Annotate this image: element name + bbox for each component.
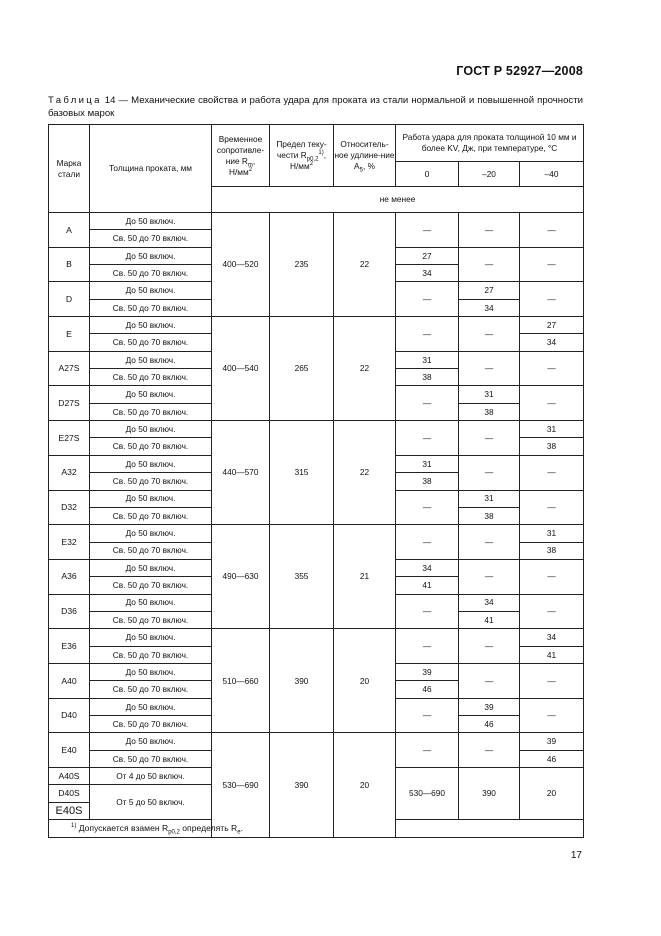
thickness-cell: Св. 50 до 70 включ. xyxy=(90,299,212,316)
impact-cell-kv0: 31 xyxy=(396,351,459,368)
grade-cell: D32 xyxy=(49,490,90,525)
impact-cell-kv40: 34 xyxy=(520,629,584,646)
header-grade: Марка стали xyxy=(49,125,90,213)
elongation-cell: 20 xyxy=(334,629,396,733)
grade-cell: E xyxy=(49,317,90,352)
impact-cell-kv20: — xyxy=(459,525,520,560)
thickness-cell: До 50 включ. xyxy=(90,386,212,403)
footnote-mark: 1) xyxy=(71,823,77,830)
grade-cell: A36 xyxy=(49,559,90,594)
impact-cell-kv20: 34 xyxy=(459,299,520,316)
thickness-cell: Св. 50 до 70 включ. xyxy=(90,403,212,420)
impact-cell-kv0: — xyxy=(396,421,459,456)
impact-cell-kv0: — xyxy=(396,490,459,525)
thickness-cell: Св. 50 до 70 включ. xyxy=(90,334,212,351)
grade-cell: A27S xyxy=(49,351,90,386)
impact-cell-kv0: — xyxy=(396,594,459,629)
impact-cell-kv0: — xyxy=(396,629,459,664)
header-temp-m40: –40 xyxy=(520,162,584,187)
impact-cell-kv20: — xyxy=(459,455,520,490)
thickness-cell: До 50 включ. xyxy=(90,733,212,750)
impact-cell-kv20: — xyxy=(459,733,520,768)
impact-cell-kv0: 31 xyxy=(396,455,459,472)
thickness-cell: До 50 включ. xyxy=(90,698,212,715)
grade-cell: D27S xyxy=(49,386,90,421)
impact-cell-kv20: — xyxy=(459,247,520,282)
grade-cell: D36 xyxy=(49,594,90,629)
impact-cell-kv40: — xyxy=(520,663,584,698)
yield-cell: 235 xyxy=(270,213,334,317)
thickness-cell: До 50 включ. xyxy=(90,317,212,334)
impact-cell-kv0: 38 xyxy=(396,369,459,386)
header-not-less: не менее xyxy=(212,187,584,213)
header-yield: Предел теку-чести $R_{p0,2}^{1)}$, $Н/мм^2$ xyxy=(270,125,334,187)
thickness-cell: Св. 50 до 70 включ. xyxy=(90,542,212,559)
impact-cell-kv40: — xyxy=(520,247,584,282)
tensile-cell: 490—630 xyxy=(212,525,270,629)
table-row xyxy=(49,317,584,334)
impact-cell-kv20: 31 xyxy=(459,386,520,403)
header-impact: Работа удара для проката толщиной 10 мм и более KV, Дж, при температуре, °С xyxy=(396,125,584,162)
impact-cell-kv0: 39 xyxy=(396,663,459,680)
thickness-cell: До 50 включ. xyxy=(90,282,212,299)
tensile-cell: 510—660 xyxy=(212,629,270,733)
thickness-cell: Св. 50 до 70 включ. xyxy=(90,230,212,247)
yield-cell: 390 xyxy=(270,629,334,733)
impact-cell-kv0: — xyxy=(396,317,459,352)
grade-cell: A xyxy=(49,213,90,248)
impact-cell-kv0: — xyxy=(396,213,459,248)
tensile-cell: 530—690 xyxy=(212,733,270,838)
impact-cell-kv20: 38 xyxy=(459,507,520,524)
impact-cell-kv40: — xyxy=(520,455,584,490)
table-row xyxy=(49,213,584,230)
impact-cell-kv40: 31 xyxy=(520,525,584,542)
grade-cell: D xyxy=(49,282,90,317)
impact-cell-kv20: 27 xyxy=(459,282,520,299)
thickness-cell: Св. 50 до 70 включ. xyxy=(90,715,212,732)
standard-header: ГОСТ Р 52927—2008 xyxy=(456,64,583,78)
impact-cell-kv0: — xyxy=(396,282,459,317)
properties-table xyxy=(48,124,584,838)
thickness-cell: До 50 включ. xyxy=(90,525,212,542)
thickness-cell: До 50 включ. xyxy=(90,421,212,438)
table-row xyxy=(49,629,584,646)
footnote xyxy=(49,820,584,838)
thickness-cell: Св. 50 до 70 включ. xyxy=(90,507,212,524)
impact-cell-kv20: — xyxy=(459,629,520,664)
yield-cell: 355 xyxy=(270,525,334,629)
yield-cell: 390 xyxy=(270,733,334,838)
elongation-cell: 20 xyxy=(334,733,396,838)
thickness-cell: От 4 до 50 включ. xyxy=(90,768,212,785)
grade-cell: E32 xyxy=(49,525,90,560)
thickness-cell: Св. 50 до 70 включ. xyxy=(90,611,212,628)
impact-cell-kv40: — xyxy=(520,559,584,594)
impact-cell-kv40: — xyxy=(520,213,584,248)
elongation-cell: 22 xyxy=(334,421,396,525)
thickness-cell: До 50 включ. xyxy=(90,594,212,611)
footnote-sub: p0,2 xyxy=(168,830,180,836)
header-elongation: Относитель-ное удлине-ние $A_5$, % xyxy=(334,125,396,187)
impact-cell-kv0: 34 xyxy=(396,559,459,576)
table-row xyxy=(49,733,584,750)
yield-cell: 265 xyxy=(270,317,334,421)
thickness-cell: До 50 включ. xyxy=(90,559,212,576)
elongation-cell: 22 xyxy=(334,213,396,317)
caption-text: — Механические свойства и работа удара для проката из стали нормальной и повышенной прочности базовых марок xyxy=(48,95,583,119)
footnote-text: . xyxy=(240,823,243,834)
thickness-cell: Св. 50 до 70 включ. xyxy=(90,750,212,767)
header-thickness: Толщина проката, мм xyxy=(90,125,212,213)
header-temp-0: 0 xyxy=(396,162,459,187)
elongation-cell: 22 xyxy=(334,317,396,421)
footnote-text: определять R xyxy=(179,823,238,834)
impact-cell-kv40: 41 xyxy=(520,646,584,663)
impact-cell-kv0: — xyxy=(396,733,459,768)
impact-cell-kv20: — xyxy=(459,317,520,352)
grade-cell: D40S xyxy=(49,785,90,802)
elongation-cell: 21 xyxy=(334,525,396,629)
impact-cell-kv20: 39 xyxy=(459,698,520,715)
impact-cell-kv20: — xyxy=(459,351,520,386)
thickness-cell: Св. 50 до 70 включ. xyxy=(90,577,212,594)
impact-cell-kv0: 46 xyxy=(396,681,459,698)
impact-cell-kv20: — xyxy=(459,663,520,698)
thickness-cell: Св. 50 до 70 включ. xyxy=(90,369,212,386)
footnote-text: Допускается взамен R xyxy=(78,823,169,834)
impact-cell-kv0: — xyxy=(396,698,459,733)
elongation-cell: 20 xyxy=(520,768,584,820)
impact-cell-kv20: 38 xyxy=(459,403,520,420)
impact-cell-kv20: 41 xyxy=(459,611,520,628)
impact-cell-kv0: — xyxy=(396,525,459,560)
grade-cell: A32 xyxy=(49,455,90,490)
grade-cell: E36 xyxy=(49,629,90,664)
caption-label: Таблица xyxy=(48,95,102,106)
table-row xyxy=(49,525,584,542)
grade-cell: A40 xyxy=(49,663,90,698)
grade-cell: B xyxy=(49,247,90,282)
table-row xyxy=(49,421,584,438)
thickness-cell: До 50 включ. xyxy=(90,213,212,230)
thickness-cell: До 50 включ. xyxy=(90,247,212,264)
impact-cell-kv40: — xyxy=(520,698,584,733)
thickness-cell: До 50 включ. xyxy=(90,629,212,646)
tensile-cell: 530—690 xyxy=(396,768,459,820)
thickness-cell: От 5 до 50 включ. xyxy=(90,785,212,820)
impact-cell-kv0: 27 xyxy=(396,247,459,264)
impact-cell-kv40: 34 xyxy=(520,334,584,351)
impact-cell-kv40: 38 xyxy=(520,542,584,559)
header-temp-m20: –20 xyxy=(459,162,520,187)
yield-cell: 390 xyxy=(459,768,520,820)
caption-number: 14 xyxy=(104,95,116,106)
tensile-cell: 400—520 xyxy=(212,213,270,317)
thickness-cell: Св. 50 до 70 включ. xyxy=(90,646,212,663)
impact-cell-kv40: 38 xyxy=(520,438,584,455)
impact-cell-kv20: — xyxy=(459,421,520,456)
footnote-sub: e xyxy=(237,830,241,836)
thickness-cell: Св. 50 до 70 включ. xyxy=(90,681,212,698)
impact-cell-kv40: — xyxy=(520,490,584,525)
impact-cell-kv40: — xyxy=(520,351,584,386)
tensile-cell: 400—540 xyxy=(212,317,270,421)
thickness-cell: До 50 включ. xyxy=(90,351,212,368)
impact-cell-kv40: 27 xyxy=(520,317,584,334)
impact-cell-kv40: 39 xyxy=(520,733,584,750)
impact-cell-kv0: — xyxy=(396,386,459,421)
yield-cell: 315 xyxy=(270,421,334,525)
impact-cell-kv20: 46 xyxy=(459,715,520,732)
impact-cell-kv40: — xyxy=(520,282,584,317)
impact-cell-kv20: 31 xyxy=(459,490,520,507)
thickness-cell: Св. 50 до 70 включ. xyxy=(90,473,212,490)
impact-cell-kv40: 46 xyxy=(520,750,584,767)
impact-cell-kv40: 31 xyxy=(520,421,584,438)
grade-cell: E40 xyxy=(49,733,90,768)
table-caption xyxy=(48,94,583,120)
thickness-cell: До 50 включ. xyxy=(90,490,212,507)
grade-cell: E27S xyxy=(49,421,90,456)
grade-cell: A40S xyxy=(49,768,90,785)
impact-cell-kv0: 41 xyxy=(396,577,459,594)
thickness-cell: Св. 50 до 70 включ. xyxy=(90,438,212,455)
impact-cell-kv20: — xyxy=(459,213,520,248)
impact-cell-kv40: — xyxy=(520,386,584,421)
tensile-cell: 440—570 xyxy=(212,421,270,525)
grade-cell: D40 xyxy=(49,698,90,733)
page-number: 17 xyxy=(570,850,582,861)
impact-cell-kv20: 34 xyxy=(459,594,520,611)
thickness-cell: Св. 50 до 70 включ. xyxy=(90,265,212,282)
thickness-cell: До 50 включ. xyxy=(90,663,212,680)
header-tensile: Временное сопротивле-ние $R_m$, $Н/мм^2$ xyxy=(212,125,270,187)
impact-cell-kv0: 38 xyxy=(396,473,459,490)
impact-cell-kv20: — xyxy=(459,559,520,594)
grade-cell: E40S xyxy=(49,802,90,819)
impact-cell-kv0: 34 xyxy=(396,265,459,282)
impact-cell-kv40: — xyxy=(520,594,584,629)
thickness-cell: До 50 включ. xyxy=(90,455,212,472)
